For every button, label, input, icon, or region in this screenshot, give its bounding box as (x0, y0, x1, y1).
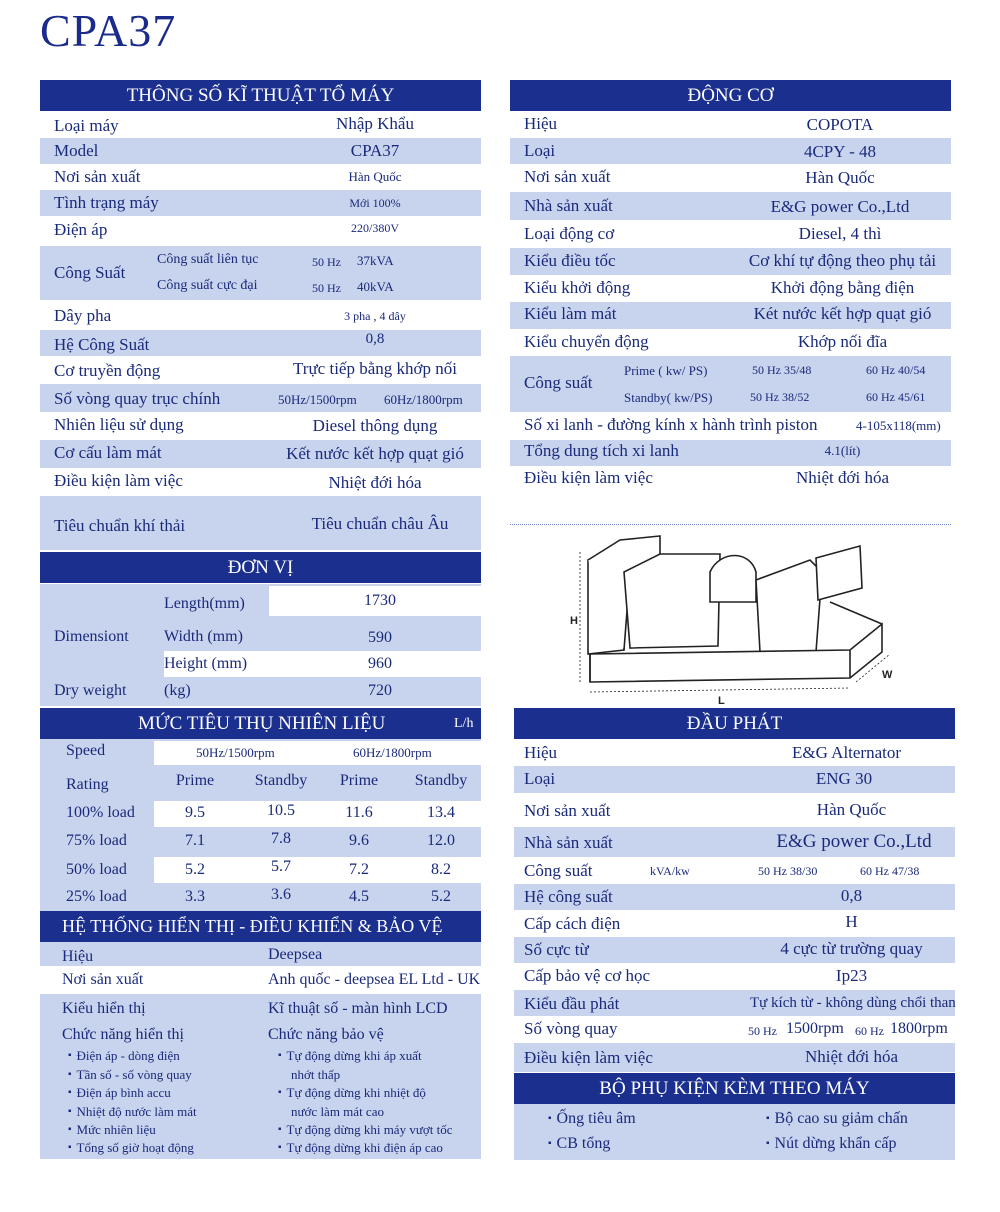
spec-row (40, 164, 481, 190)
fuel-value: 9.6 (349, 832, 369, 849)
engine-power-row (510, 356, 951, 412)
prime-60: 60 Hz 40/54 (866, 363, 926, 377)
dry-weight-unit: (kg) (164, 682, 191, 699)
fuel-value: 3.6 (271, 886, 291, 903)
col-prime-50: Prime (175, 772, 215, 789)
divider (510, 524, 951, 525)
protect-function-title: Chức năng bảo vệ (268, 1026, 384, 1043)
alt-row (514, 1043, 955, 1072)
alt-row (514, 884, 955, 910)
fuel-value: 4.5 (349, 888, 369, 905)
fuel-value: 5.2 (431, 888, 451, 905)
alt-value: E&G power Co.,Ltd (776, 831, 932, 852)
fuel-value: 13.4 (427, 804, 455, 821)
engine-row (510, 248, 951, 275)
engine-label: Kiểu làm mát (524, 304, 617, 323)
alt-value: Ip23 (835, 966, 868, 985)
engine-value: 4-105x118(mm) (856, 418, 941, 433)
spec-label: Nơi sản xuất (54, 167, 141, 186)
control-value: Deepsea (268, 946, 323, 963)
fuel-value: 12.0 (427, 832, 455, 849)
engine-label: Kiểu khởi động (524, 278, 631, 297)
alt-value: 4 cực từ trường quay (780, 939, 923, 958)
alt-label: Nơi sản xuất (524, 801, 611, 820)
spec-row (40, 468, 481, 496)
generator-dimension-diagram (560, 532, 900, 707)
dry-weight-value: 720 (368, 682, 392, 699)
spec-value: Tiêu chuẩn châu Âu (311, 514, 449, 533)
alt-value: E&G Alternator (791, 743, 902, 762)
unit-table (40, 584, 481, 706)
control-label: Nơi sản xuất (62, 971, 144, 988)
fuel-table (40, 739, 481, 911)
max-power-hz: 50 Hz (312, 281, 341, 295)
engine-value: 4CPY - 48 (803, 142, 877, 161)
height-label: Height (mm) (164, 655, 248, 672)
spec-value: Kết nước kết hợp quạt gió (286, 444, 464, 463)
alt-row (514, 937, 955, 963)
spec-label: Điều kiện làm việc (54, 471, 183, 490)
engine-label: Kiểu điều tốc (524, 251, 616, 270)
length-value: 1730 (364, 592, 396, 609)
alt-label: Điều kiện làm việc (524, 1048, 653, 1067)
alt-value: 0,8 (840, 886, 863, 905)
col-prime-60: Prime (339, 772, 379, 789)
display-item: ▪ Điện áp - dòng điện (68, 1048, 180, 1064)
alt-label: Hiệu (524, 743, 558, 762)
dimension-label: Dimensiont (54, 628, 129, 645)
alt-value: H (845, 912, 858, 931)
alt-row (514, 739, 955, 766)
accessories-header: BỘ PHỤ KIỆN KÈM THEO MÁY (514, 1073, 955, 1104)
standby-label: Standby( kw/PS) (624, 390, 713, 405)
alt-label: Nhà sản xuất (524, 833, 613, 852)
engine-label: Loại (524, 141, 556, 160)
fuel-value: 7.8 (271, 830, 291, 847)
engine-row (510, 440, 951, 466)
alt-power-unit: kVA/kw (650, 864, 690, 878)
alt-speed-60-rpm: 1800rpm (890, 1020, 948, 1037)
speed-50-label: 50Hz/1500rpm (196, 745, 275, 760)
engine-header: ĐỘNG CƠ (510, 80, 951, 111)
alt-speed-50-rpm: 1500rpm (786, 1020, 844, 1037)
load-label: 100% load (66, 804, 135, 821)
alt-speed-50-hz: 50 Hz (748, 1024, 777, 1038)
engine-row (510, 329, 951, 356)
spec-label: Tiêu chuẩn khí thải (54, 516, 186, 535)
diagram-control-box (816, 546, 862, 600)
power-row (40, 246, 481, 300)
col-standby-60: Standby (414, 772, 468, 789)
protect-item: ▪ Tự động dừng khi máy vượt tốc (278, 1122, 453, 1138)
engine-label: Công suất (524, 373, 593, 392)
engine-row (510, 220, 951, 248)
spec-value: 220/380V (351, 221, 399, 235)
speed-60hz: 60Hz/1800rpm (384, 392, 463, 407)
spec-value: Nhập Khẩu (336, 114, 414, 133)
engine-value: COPOTA (806, 115, 874, 134)
spec-row (40, 138, 481, 164)
display-item: ▪ Tổng số giờ hoạt động (68, 1140, 194, 1156)
alt-label: Hệ công suất (524, 887, 613, 906)
alt-row (514, 910, 955, 937)
spec-row (40, 330, 481, 356)
protect-item: ▪ Tự động dừng khi điện áp cao (278, 1140, 443, 1156)
alternator-header: ĐẦU PHÁT (514, 708, 955, 739)
spec-label: Hệ Công Suất (54, 335, 150, 354)
engine-label: Nhà sản xuất (524, 196, 613, 215)
spec-row (40, 190, 481, 216)
spec-value: Mới 100% (349, 196, 401, 210)
width-letter: W (882, 669, 893, 681)
engine-label: Nơi sản xuất (524, 167, 611, 186)
spec-row (40, 412, 481, 440)
height-letter: H (570, 615, 578, 627)
fuel-title: MỨC TIÊU THỤ NHIÊN LIỆU (138, 713, 386, 734)
engine-row (510, 192, 951, 220)
alt-row (514, 793, 955, 827)
alt-value: ENG 30 (815, 769, 873, 788)
spec-label: Model (54, 141, 99, 160)
spec-label: Cơ cấu làm mát (54, 443, 162, 462)
fuel-value: 9.5 (185, 804, 205, 821)
speed-label: Speed (66, 742, 106, 759)
spec-label: Dây pha (54, 306, 112, 325)
length-dimension-line (590, 688, 850, 692)
spec-label: Tình trạng máy (54, 193, 159, 212)
diagram-base-edge (830, 602, 882, 624)
engine-label: Điều kiện làm việc (524, 468, 653, 487)
protect-item: ▪ Tự động dừng khi nhiệt độ (278, 1085, 426, 1101)
speed-row (40, 384, 481, 412)
alt-label: Công suất (524, 861, 593, 880)
engine-value: Khởi động bằng điện (770, 278, 915, 297)
alt-value: Tự kích từ - không dùng chổi than (750, 995, 956, 1011)
engine-row (510, 412, 951, 440)
engine-row (510, 164, 951, 192)
fuel-value: 5.2 (185, 861, 205, 878)
control-value: Kĩ thuật số - màn hình LCD (268, 1000, 448, 1017)
protect-item: ▪ Tự động dừng khi áp xuất (278, 1048, 422, 1064)
speed-60-label: 60Hz/1800rpm (353, 745, 432, 760)
engine-value: 4.1(lít) (824, 443, 861, 458)
spec-value: CPA37 (350, 141, 400, 160)
display-item: ▪ Tần số - số vòng quay (68, 1067, 192, 1083)
display-item: ▪ Điện áp bình accu (68, 1085, 171, 1101)
rating-label: Rating (66, 776, 109, 793)
control-table (40, 942, 481, 1159)
max-power-value: 40kVA (357, 279, 394, 294)
cont-power-hz: 50 Hz (312, 255, 341, 269)
engine-row (510, 466, 951, 493)
alt-speed-row (514, 1016, 955, 1043)
engine-row (510, 302, 951, 329)
control-value: Anh quốc - deepsea EL Ltd - UK (268, 971, 481, 988)
spec-row (40, 496, 481, 550)
spec-row (40, 112, 481, 138)
alt-value: Hàn Quốc (816, 800, 887, 819)
protect-item: nhớt thấp (291, 1067, 341, 1082)
accessory-item: ▪ Nút dừng khẩn cấp (766, 1135, 897, 1153)
fuel-value: 11.6 (345, 804, 373, 821)
engine-value: Khớp nối đĩa (797, 332, 888, 351)
alt-label: Số vòng quay (524, 1019, 618, 1038)
engine-value: E&G power Co.,Ltd (770, 197, 910, 216)
spec-label: Cơ truyền động (54, 361, 161, 380)
fuel-value: 3.3 (185, 888, 205, 905)
engine-row (510, 138, 951, 164)
control-header: HỆ THỐNG HIỂN THỊ - ĐIỀU KHIỂN & BẢO VỆ (40, 911, 481, 942)
standby-50: 50 Hz 38/52 (750, 390, 810, 404)
engine-label: Số xi lanh - đường kính x hành trình piston (524, 415, 818, 434)
alt-power-60: 60 Hz 47/38 (860, 864, 920, 878)
spec-value: Trực tiếp bằng khớp nối (293, 359, 457, 378)
spec-value: Diesel thông dụng (312, 416, 438, 435)
cont-power-value: 37kVA (357, 253, 394, 268)
fuel-value: 7.2 (349, 861, 369, 878)
spec-label: Loại máy (54, 116, 119, 135)
col-standby-50: Standby (254, 772, 308, 789)
page-title: CPA37 (40, 5, 177, 56)
accessories-list (514, 1104, 955, 1160)
alt-row (514, 827, 955, 857)
load-label: 75% load (66, 832, 127, 849)
accessory-item: ▪ Ống tiêu âm (548, 1110, 636, 1128)
alt-label: Số cực từ (524, 940, 589, 959)
width-label: Width (mm) (164, 628, 243, 645)
spec-label: Điện áp (54, 220, 108, 239)
fuel-value: 5.7 (271, 858, 291, 875)
fuel-value: 8.2 (431, 861, 451, 878)
engine-label: Loại động cơ (524, 224, 615, 243)
fuel-value: 7.1 (185, 832, 205, 849)
spec-label: Số vòng quay trục chính (54, 389, 221, 408)
fuel-value: 10.5 (267, 802, 295, 819)
alt-value: Nhiệt đới hóa (804, 1047, 899, 1066)
engine-row (510, 275, 951, 302)
spec-value: 0,8 (365, 331, 385, 347)
alt-label: Loại (524, 769, 556, 788)
spec-label: Công Suất (54, 263, 126, 282)
diagram-alternator (756, 560, 822, 652)
unit-header: ĐƠN VỊ (40, 552, 481, 583)
diagram-engine-body (624, 554, 720, 648)
fuel-unit: L/h (454, 716, 474, 731)
length-letter: L (718, 695, 725, 707)
spec-value: Hàn Quốc (348, 169, 402, 184)
accessory-item: ▪ CB tổng (548, 1135, 610, 1153)
diagram-engine-head (710, 556, 756, 603)
prime-50: 50 Hz 35/48 (752, 363, 812, 377)
spec-row (40, 440, 481, 468)
alt-row (514, 963, 955, 990)
height-value: 960 (368, 655, 392, 672)
width-value: 590 (368, 629, 392, 646)
alt-power-50: 50 Hz 38/30 (758, 864, 818, 878)
alt-label: Kiểu đầu phát (524, 994, 620, 1013)
spec-label: Nhiên liệu sử dụng (54, 415, 184, 434)
spec-row (40, 216, 481, 246)
alt-power-row (514, 857, 955, 884)
length-label: Length(mm) (164, 595, 245, 612)
alt-label: Cấp bảo vệ cơ học (524, 966, 651, 985)
accessory-item: ▪ Bộ cao su giảm chấn (766, 1110, 908, 1128)
engine-value: Diesel, 4 thì (798, 224, 882, 243)
spec-row (40, 356, 481, 384)
cont-power-label: Công suất liên tục (157, 252, 259, 267)
dry-weight-label: Dry weight (54, 682, 127, 699)
engine-label: Kiểu chuyển động (524, 332, 649, 351)
engine-value: Nhiệt đới hóa (795, 468, 890, 487)
control-label: Hiệu (62, 948, 94, 965)
engine-label: Tổng dung tích xi lanh (524, 441, 679, 460)
alt-row (514, 990, 955, 1016)
display-item: ▪ Nhiệt độ nước làm mát (68, 1104, 197, 1120)
spec-value: Nhiệt đới hóa (328, 473, 422, 492)
engine-value: Cơ khí tự động theo phụ tải (748, 251, 937, 270)
engine-row (510, 112, 951, 138)
alt-speed-60-hz: 60 Hz (855, 1024, 884, 1038)
fuel-header (40, 708, 481, 739)
prime-label: Prime ( kw/ PS) (624, 363, 708, 378)
spec-value: 3 pha , 4 dây (344, 309, 406, 323)
display-item: ▪ Mức nhiên liệu (68, 1122, 156, 1138)
spec-row (40, 302, 481, 330)
engine-label: Hiệu (524, 114, 558, 133)
protect-item: nước làm mát cao (291, 1104, 384, 1119)
alt-label: Cấp cách điện (524, 914, 621, 933)
load-label: 25% load (66, 888, 127, 905)
engine-value: Két nước kết hợp quạt gió (753, 304, 932, 323)
standby-60: 60 Hz 45/61 (866, 390, 926, 404)
speed-50hz: 50Hz/1500rpm (278, 392, 357, 407)
spec-header: THÔNG SỐ KĨ THUẬT TỔ MÁY (40, 80, 481, 111)
max-power-label: Công suất cực đại (157, 278, 258, 293)
display-function-title: Chức năng hiển thị (62, 1026, 184, 1043)
engine-value: Hàn Quốc (805, 168, 875, 187)
load-label: 50% load (66, 861, 127, 878)
alt-row (514, 766, 955, 793)
control-label: Kiểu hiển thị (62, 1000, 146, 1017)
